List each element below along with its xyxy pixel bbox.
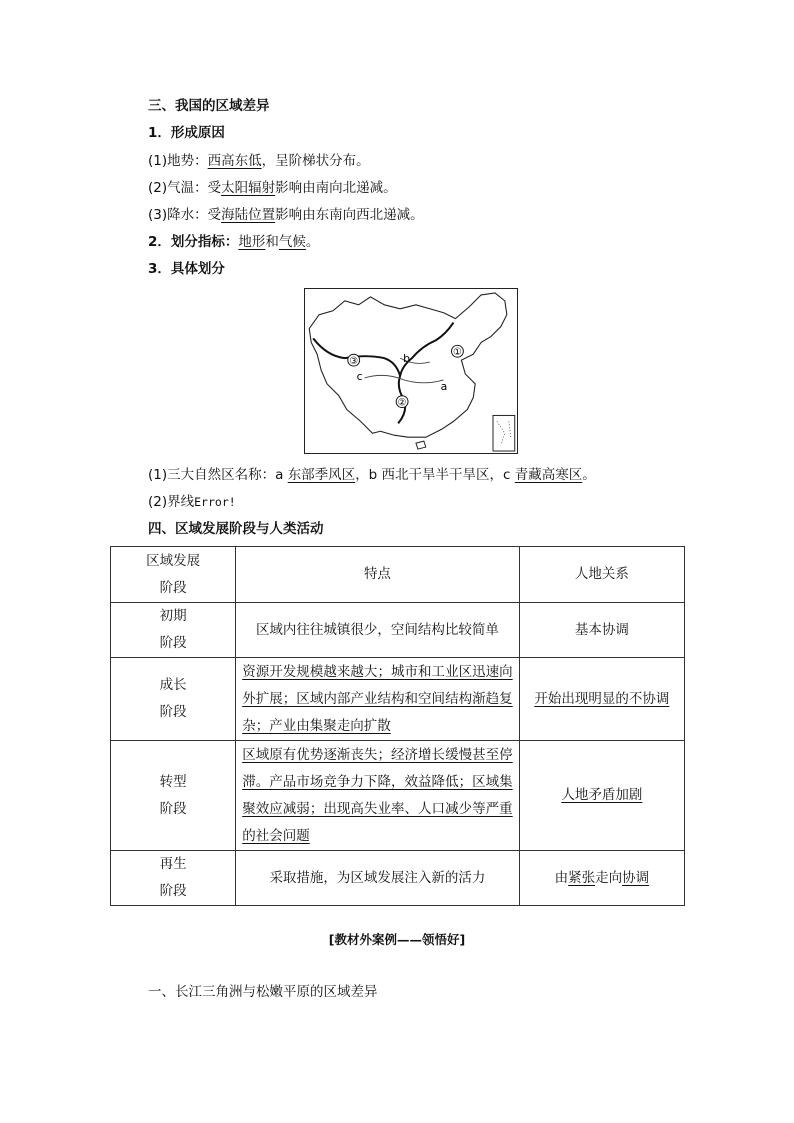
- division-heading: 3．具体划分: [148, 261, 225, 277]
- region-b-label: b: [403, 352, 411, 366]
- criteria-line: 2．划分指标：地形和气候。: [148, 234, 320, 250]
- features-cell: 资源开发规模越来越大；城市和工业区迅速向外扩展；区域内部产业结构和空间结构渐趋复杂；产业由集聚走向扩散: [236, 658, 519, 741]
- features-cell: 采取措施，为区域发展注入新的活力: [236, 851, 519, 906]
- header-features: 特点: [236, 547, 519, 603]
- table-row: [111, 603, 685, 658]
- zone-c-answer: 青藏高寒区: [514, 467, 583, 483]
- precipitation-answer: 海陆位置: [221, 207, 276, 223]
- table-header-row: [111, 547, 685, 603]
- temperature-answer: 太阳辐射: [221, 180, 276, 196]
- criteria-climate: 气候: [278, 234, 306, 250]
- zone-a-answer: 东部季风区: [287, 467, 356, 483]
- hainan-island: [416, 441, 426, 449]
- temperature-line: (2)气温：受太阳辐射影响由南向北递减。: [148, 180, 397, 196]
- boundary-line: (2)界线Error!: [148, 494, 236, 510]
- terrain-line: (1)地势：西高东低，呈阶梯状分布。: [148, 153, 370, 169]
- region-a-label: a: [440, 379, 448, 393]
- boundary-1: [400, 323, 453, 376]
- terrain-answer: 西高东低: [207, 153, 262, 169]
- development-stages-table: [110, 546, 685, 906]
- case-banner: [教材外案例——领悟好]: [328, 932, 466, 947]
- china-natural-regions-map: [304, 288, 518, 454]
- section3-title: 三、我国的区域差异: [148, 98, 270, 114]
- stage-cell: 成长阶段: [111, 658, 236, 741]
- table-row: [111, 851, 685, 906]
- region-c-label: c: [356, 369, 363, 383]
- relation-cell: 由紧张走向协调: [519, 851, 684, 906]
- precipitation-line: (3)降水：受海陆位置影响由东南向西北递减。: [148, 207, 424, 223]
- features-cell: 区域原有优势逐渐丧失；经济增长缓慢甚至停滞。产品市场竞争力下降，效益降低；区域集聚效应减弱；出现高失业率、人口减少等严重的社会问题: [236, 741, 519, 851]
- header-relation: 人地关系: [519, 547, 684, 603]
- marker-2-label: ②: [397, 397, 407, 409]
- marker-1-label: ①: [453, 347, 462, 359]
- next-section-title: 一、长江三角洲与松嫩平原的区域差异: [148, 984, 378, 1000]
- header-stage: 区域发展阶段: [111, 547, 236, 603]
- south-sea-inset: [493, 415, 515, 451]
- causes-heading: 1．形成原因: [148, 125, 225, 141]
- stage-cell: 再生阶段: [111, 851, 236, 906]
- zones-line: (1)三大自然区名称：a 东部季风区，b 西北干旱半干旱区，c 青藏高寒区。: [148, 467, 596, 483]
- relation-cell: 基本协调: [519, 603, 684, 658]
- relation-cell: 人地矛盾加剧: [519, 741, 684, 851]
- stage-cell: 转型阶段: [111, 741, 236, 851]
- stage-cell: 初期阶段: [111, 603, 236, 658]
- table-row: [111, 658, 685, 741]
- marker-3-label: ③: [349, 356, 359, 368]
- boundary-error: Error!: [194, 495, 236, 509]
- relation-cell: 开始出现明显的不协调: [519, 658, 684, 741]
- map-svg: [305, 289, 517, 453]
- features-cell: 区域内往往城镇很少，空间结构比较简单: [236, 603, 519, 658]
- table-row: [111, 741, 685, 851]
- criteria-terrain: 地形: [238, 234, 266, 250]
- section4-title: 四、区域发展阶段与人类活动: [148, 521, 324, 537]
